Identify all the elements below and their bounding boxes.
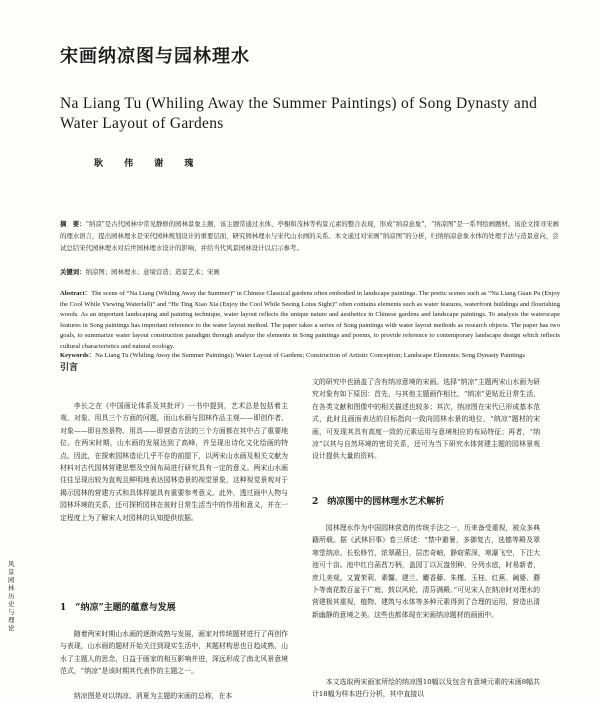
abstract-english-text: The scene of “Na Liang (Whiling Away the Summer)” in Chinese Classical gardens often embodied in landscape paintings. The poetic scenes such as “Na Liang Guan Pu (Enjoy the Cool While Viewing Waterfall)” and “He Ting Xiao Xia (Enjoy the Cool While Seeing Lotus Sight)” often contains elements such as water features, waterfront buildings and flourishing woods. As an important landscaping and painting technique, water layout reflects the unique nature and aesthetics in Chinese gardens and landscape paintings. To analysis the waterscape features in Song paintings has important reference to the water layout method. The paper takes a series of Song paintings with water layout methods as research objects. The paper has two goals, to summarize water layout construction paradigm through analyze the elements in Song paintings and poems, to provide reference to contemporary landscape design which reflects cultural characteristics and natural ecology.	[60, 290, 560, 350]
abstract-english	[60, 289, 560, 353]
keywords-chinese-label: 关键词：	[60, 268, 86, 276]
abstract-english-label: Abstract：	[60, 290, 92, 297]
title-english: Na Liang Tu (Whiling Away the Summer Paintings) of Song Dynasty and Water Layout of Gardens	[60, 95, 538, 132]
abstract-chinese	[60, 218, 560, 254]
keywords-chinese	[60, 266, 560, 278]
section-2-paragraph-2: 本文选取两宋画家所绘的纳凉图10幅以及包含有意境元素的宋画8幅共计18幅为样本进行分析，其中直接以	[312, 678, 540, 699]
abstract-chinese-text: “纳凉”是古代园林中常见静修的园林景象主题，该主题常通过水体、亭榭和茂林等构景元素的整合表现，形成“纳凉意象”，“纳凉图”是一系列绘画题材。该论文探寻宋画的理水语言，提出园林理水是宋代园林规划设计的重要层面，研究园林理水与宋代山水画的关系。本文通过对宋画“纳凉图”的分析，归纳纳凉意象水体的处理手法与造景意向，尝试总结宋代园林理水对后世园林理水设计的影响，并给当代风景园林设计以启示参考。	[60, 220, 559, 252]
section-1-paragraph-1: 随着两宋时期山水画的逐渐成熟与发展，画家对传统题材进行了再创作与表现，山水画的题材开始关注到现实生活中，其题材构思也日趋成熟，山水了主题人的思念，日益于画家的相互影响并进，深远形成了南北风景意境范式，“纳凉”是该时期其代表作的主题之一。	[60, 630, 288, 676]
margin-column-label: 风景园林历史与理论	[8, 560, 15, 632]
section-heading-1: 1 “纳凉”主题的蕴意与发展	[60, 603, 176, 613]
section-1-paragraph-2: 纳凉图是对以纳凉、消夏为主题的宋画的总称，在本	[73, 692, 233, 700]
keywords-chinese-text: 纳凉图；园林理水；意境营造；造景艺术；宋画	[85, 268, 220, 276]
intro-paragraph: 李长之在《中国画论体系及其批评》一书中提到，艺术总是包括着主观、对象、用具三个方面的问题，而山水画与园林作品主观——即创作者、对象——即自然景物、用具——即营造方法的三个方面都在其中占了重要地位。在两宋时期，山水画的发展达到了高峰，并呈现出诗化文化绘画的特点。因此，在探索园林造论几乎不存的前提下，以两宋山水画及相关文献为材料对古代园林营建思想及空间布局进行研究具有一定的意义。两宋山水画往往呈现出较为直观且鲜明地表达园林造景的视觉景象，这种视觉景观对于揭示园林的营建方式和具体样貌具有重要参考意义。此外，透过画中人物与园林环境的关系，还可探析园林在彼时日常生活当中的作用和意义，并在一定程度上为了解宋人对园林的认知提供依据。	[60, 402, 288, 522]
section-heading-intro: 引言	[60, 363, 79, 373]
keywords-english-label: Keywords：	[60, 352, 96, 359]
abstract-chinese-label: 摘 要：	[60, 220, 86, 228]
keywords-english-text: Na Liang Tu (Whiling Away the Summer Paintings); Water Layout of Gardens; Construction of Artistic Conception; Landscape Elements; Song Dynasty Paintings	[95, 352, 526, 359]
author-names: 耿 伟 谢 瑰	[94, 159, 203, 169]
section-heading-2: 2 纳凉图中的园林理水艺术解析	[312, 497, 445, 507]
section-2-paragraph-1: 园林理水作为中国园林营造的传统手法之一，历来备受重视，被众多典籍所载。据《武林旧事》卷三所述：“禁中避暑，多御复古，选德等殿及翠寒堂纳凉。长松修竹，浓翠蔽日，层峦奇岫，静窈萦深，寒瀑飞空，下注大池可十亩。池中红白菡萏万柄，盖园丁以瓦盎别种，分列水底，时易新者，庶几美观。又置茉莉、素馨、建兰、麝香藤、朱槿、玉桂、红蕉、阇婆、蘑卜等南花数百盆于广庭，鼓以风轮，清芬满殿。”可见宋人在纳凉时对理水的营建极其重视，植物、建筑与水体等多种元素得到了合理的运用，营造出清新幽静的意境之美。这些也都体现在宋画纳凉题材的画面中。	[312, 524, 540, 619]
right-column-paragraph-1: 文的研究中也涵盖了含有纳凉意境的宋画。选择“纳凉”主题两宋山水画为研究对象有如下原因：首先，与其他主题画作相比，“纳凉”更贴近日常生活，在各类文献和图像中的相关描述也较多；其次，纳凉图在宋代已形成基本范式，此时且画面表达的目标指向一致向园林水景的地位，“纳凉”题材的宋画，可发现其具有高度一致的元素运用与意境相应的布局特征；再者，“纳凉”以其与自然环境的密切关系，还可为当下研究水体营建主题的园林景观设计提供大量的资料。	[312, 378, 540, 461]
title-chinese: 宋画纳凉图与园林理水	[60, 46, 250, 67]
keywords-english	[60, 351, 560, 362]
